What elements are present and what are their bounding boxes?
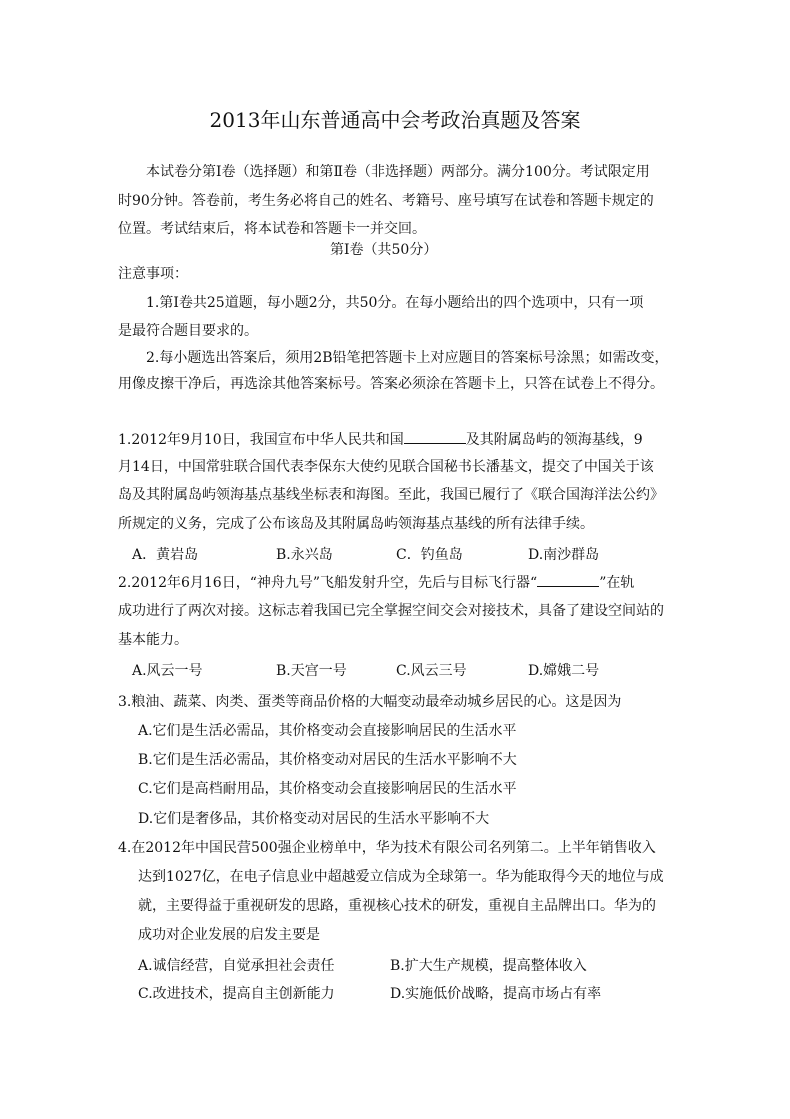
option-d: D.实施低价战略，提高市场占有率 xyxy=(390,986,602,1002)
question-1-stem xyxy=(118,429,643,449)
stem-text: 2.2012年6月16日，“神舟九号”飞船发射升空，先后与目标飞行器“ xyxy=(118,575,538,591)
question-line: 成功对企业发展的启发主要是 xyxy=(138,927,320,943)
intro-line: 时90分钟。答卷前，考生务必将自己的姓名、考籍号、座号填写在试卷和答题卡规定的 xyxy=(118,193,654,209)
answer-blank xyxy=(537,572,599,587)
section-heading: 第Ⅰ卷（共50分） xyxy=(330,242,438,258)
question-line: 成功进行了两次对接。这标志着我国已完全掌握空间交会对接技术，具备了建设空间站的 xyxy=(118,603,664,619)
answer-blank xyxy=(404,429,466,444)
intro-line: 本试卷分第Ⅰ卷（选择题）和第Ⅱ卷（非选择题）两部分。满分100分。考试限定用 xyxy=(146,164,650,180)
question-line: 月14日，中国常驻联合国代表李保东大使约见联合国秘书长潘基文，提交了中国关于该 xyxy=(118,459,654,475)
stem-text: 1.2012年9月10日，我国宣布中华人民共和国 xyxy=(118,432,404,448)
page-title: 2013年山东普通高中会考政治真题及答案 xyxy=(209,108,581,132)
stem-text: 及其附属岛屿的领海基线，9 xyxy=(465,432,643,448)
notes-heading: 注意事项： xyxy=(118,266,188,282)
option-a: A.诚信经营，自觉承担社会责任 xyxy=(138,958,335,974)
option-a: A.它们是生活必需品，其价格变动会直接影响居民的生活水平 xyxy=(138,723,517,739)
option-c: C.风云三号 xyxy=(396,663,467,679)
option-c: C.改进技术，提高自主创新能力 xyxy=(138,986,335,1002)
option-b: B.永兴岛 xyxy=(276,547,333,563)
option-b: B.扩大生产规模，提高整体收入 xyxy=(390,958,587,974)
intro-line: 位置。考试结束后，将本试卷和答题卡一并交回。 xyxy=(118,221,426,237)
option-a: A．黄岩岛 xyxy=(132,547,199,563)
note-line: 是最符合题目要求的。 xyxy=(118,323,258,339)
note-line: 1.第Ⅰ卷共25道题，每小题2分，共50分。在每小题给出的四个选项中，只有一项 xyxy=(146,295,644,311)
note-line: 用像皮擦干净后，再选涂其他答案标号。答案必须涂在答题卡上，只答在试卷上不得分。 xyxy=(118,376,664,392)
question-line: 就，主要得益于重视研发的思路，重视核心技术的研发，重视自主品牌出口。华为的 xyxy=(138,898,656,914)
option-c: C．钓鱼岛 xyxy=(396,547,463,563)
stem-text: ”在轨 xyxy=(599,575,635,591)
option-b: B.它们是生活必需品，其价格变动对居民的生活水平影响不大 xyxy=(138,752,517,768)
question-line: 基本能力。 xyxy=(118,632,188,648)
question-3-stem: 3.粮油、蔬菜、肉类、蛋类等商品价格的大幅变动最牵动城乡居民的心。这是因为 xyxy=(118,694,622,710)
question-line: 达到1027亿，在电子信息业中超越爱立信成为全球第一。华为能取得今天的地位与成 xyxy=(138,869,664,885)
option-d: D.南沙群岛 xyxy=(528,547,600,563)
option-a: A.风云一号 xyxy=(132,663,203,679)
option-c: C.它们是高档耐用品，其价格变动会直接影响居民的生活水平 xyxy=(138,781,517,797)
option-d: D.嫦娥二号 xyxy=(528,663,600,679)
question-line: 岛及其附属岛屿领海基点基线坐标表和海图。至此，我国已履行了《联合国海洋法公约》 xyxy=(118,487,664,503)
option-d: D.它们是奢侈品，其价格变动对居民的生活水平影响不大 xyxy=(138,811,490,827)
question-line: 所规定的义务，完成了公布该岛及其附属岛屿领海基点基线的所有法律手续。 xyxy=(118,516,594,532)
note-line: 2.每小题选出答案后，须用2B铅笔把答题卡上对应题目的答案标号涂黑；如需改变， xyxy=(146,350,669,366)
option-b: B.天宫一号 xyxy=(276,663,347,679)
question-2-stem xyxy=(118,572,634,592)
question-4-stem: 4.在2012年中国民营500强企业榜单中，华为技术有限公司名列第二。上半年销售收入 xyxy=(118,840,656,856)
